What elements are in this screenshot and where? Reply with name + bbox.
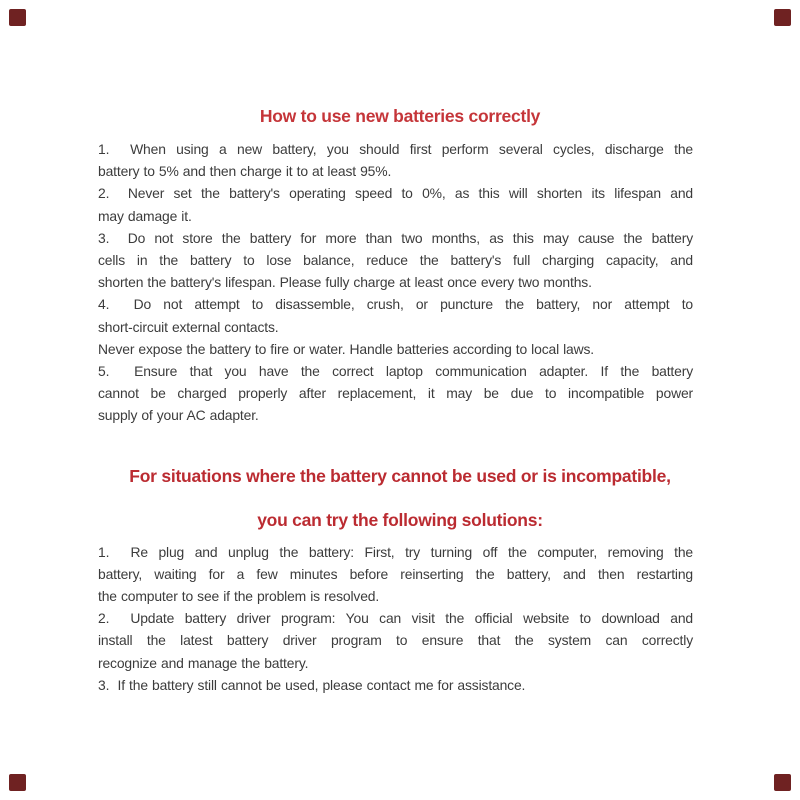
text-line: 2. Update battery driver program: You can visit the official website to download and <box>98 610 693 627</box>
corner-mark-top-left <box>9 9 26 26</box>
section2-heading-line2: you can try the following solutions: <box>257 509 543 530</box>
text-line: battery, waiting for a few minutes before reinserting the battery, and then restarting <box>98 565 693 582</box>
text-line: 3. If the battery still cannot be used, please contact me for assistance. <box>98 676 526 693</box>
text-line: Never expose the battery to fire or water. Handle batteries according to local laws. <box>98 340 595 357</box>
paragraph <box>98 674 693 696</box>
text-line: shorten the battery's lifespan. Please fully charge at least once every two months. <box>98 274 592 291</box>
section2-heading-line1: For situations where the battery cannot be used or is incompatible, <box>129 465 671 486</box>
corner-mark-bottom-left <box>9 774 26 791</box>
paragraph <box>98 541 693 608</box>
text-line: may damage it. <box>98 207 192 224</box>
paragraph <box>98 360 693 427</box>
text-line: 5. Ensure that you have the correct laptop communication adapter. If the battery <box>98 363 693 380</box>
section1-heading: How to use new batteries correctly <box>259 106 541 126</box>
section2-solutions <box>98 541 693 696</box>
corner-mark-top-right <box>774 9 791 26</box>
text-line: 1. Re plug and unplug the battery: First, try turning off the computer, removing the <box>98 543 693 560</box>
paragraph <box>98 227 693 294</box>
text-line: cannot be charged properly after replacement, it may be due to incompatible power <box>98 385 693 402</box>
text-line: 3. Do not store the battery for more than two months, as this may cause the battery <box>98 229 693 246</box>
paragraph <box>98 182 693 226</box>
section1-instructions <box>98 138 693 427</box>
text-line: supply of your AC adapter. <box>98 407 259 424</box>
paragraph <box>98 138 693 182</box>
text-line: battery to 5% and then charge it to at least 95%. <box>98 163 392 180</box>
text-line: the computer to see if the problem is resolved. <box>98 588 380 605</box>
text-line: short-circuit external contacts. <box>98 318 279 335</box>
text-line: install the latest battery driver program to ensure that the system can correctly <box>98 632 693 649</box>
corner-mark-bottom-right <box>774 774 791 791</box>
paragraph <box>98 338 693 360</box>
text-line: 2. Never set the battery's operating speed to 0%, as this will shorten its lifespan and <box>98 185 693 202</box>
text-line: 1. When using a new battery, you should first perform several cycles, discharge the <box>98 141 693 157</box>
text-line: recognize and manage the battery. <box>98 654 309 671</box>
paragraph <box>98 607 693 674</box>
text-line: 4. Do not attempt to disassemble, crush, or puncture the battery, nor attempt to <box>98 296 693 313</box>
paragraph <box>98 293 693 337</box>
text-line: cells in the battery to lose balance, reduce the battery's full charging capacity, and <box>98 252 693 269</box>
